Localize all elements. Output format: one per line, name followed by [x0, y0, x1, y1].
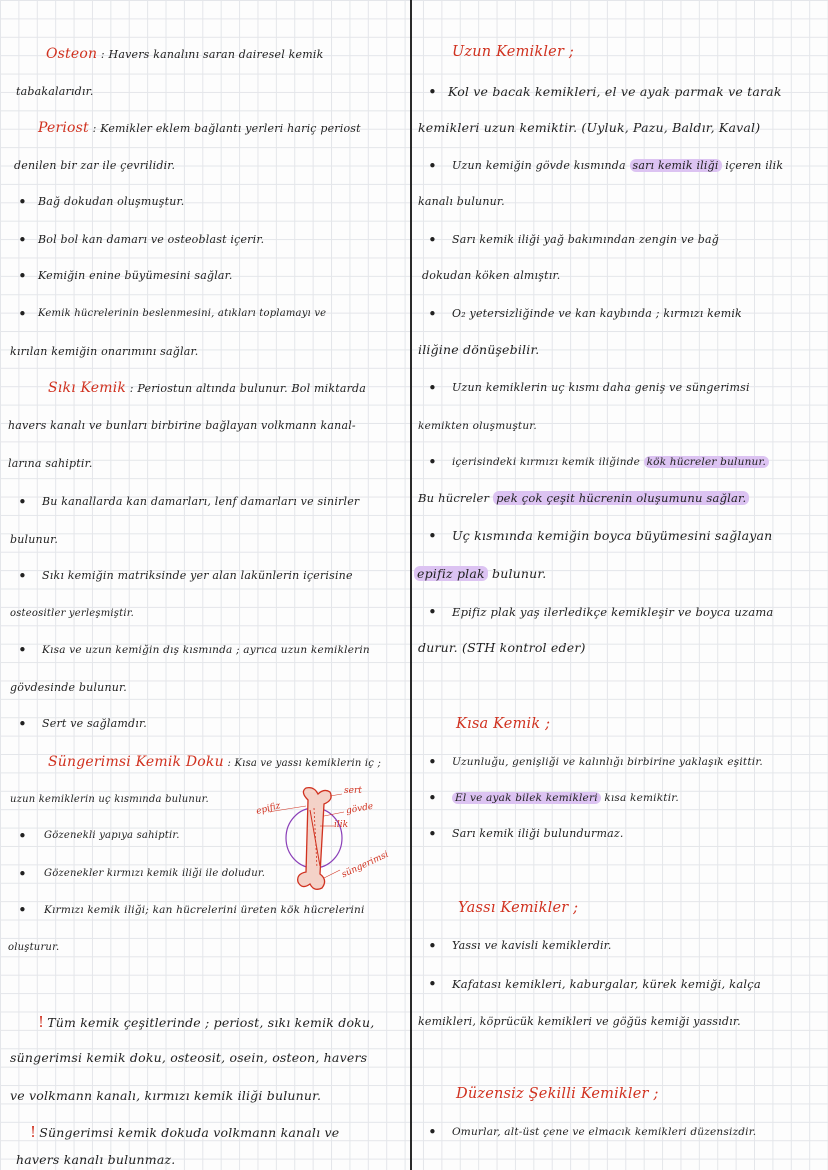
siki-item: Kısa ve uzun kemiğin dış kısmında ; ayrıca uzun kemiklerin — [42, 644, 370, 656]
uzun-cont: kemikleri uzun kemiktir. (Uyluk, Pazu, Baldır, Kaval) — [418, 120, 761, 135]
bullet: • — [428, 975, 437, 993]
kisa-item: Uzunluğu, genişliği ve kalınlığı birbirine yaklaşık eşittir. — [452, 756, 763, 768]
bullet: • — [18, 865, 27, 883]
yassi-item: Kafatası kemikleri, kaburgalar, kürek kemiği, kalça — [452, 977, 761, 991]
bullet: • — [18, 193, 27, 211]
siki-cont: bulunur. — [10, 533, 59, 546]
bullet: • — [18, 715, 27, 733]
osteon-definition — [46, 46, 323, 63]
sungerimsi-text: : Kısa ve yassı kemiklerin iç ; — [227, 758, 382, 769]
siki-item: Bu kanallarda kan damarları, lenf damarları ve sinirler — [42, 495, 360, 508]
sungerimsi-item: Kırmızı kemik iliği; kan hücrelerini üreten kök hücrelerini — [44, 904, 365, 916]
sungerimsi-term: Süngerimsi Kemik Doku — [48, 754, 224, 770]
bone-sketch — [255, 786, 391, 896]
uzun-cont — [418, 490, 749, 506]
uzun-cont: iliğine dönüşebilir. — [418, 342, 540, 357]
kisa-item: Sarı kemik iliği bulundurmaz. — [452, 827, 624, 840]
uzun-cont: durur. (STH kontrol eder) — [418, 640, 586, 655]
sungerimsi-cont: uzun kemiklerin uç kısmında bulunur. — [10, 794, 209, 805]
sketch-label-govde: gövde — [345, 801, 375, 817]
note-2-line: havers kanalı bulunmaz. — [16, 1152, 176, 1167]
bullet: • — [18, 641, 27, 659]
bullet: • — [428, 231, 437, 249]
bullet: • — [428, 157, 437, 175]
note-1-line — [38, 1014, 374, 1031]
highlight: sarı kemik iliği — [630, 159, 722, 172]
bullet: • — [18, 567, 27, 585]
periost-item: Kemiğin enine büyümesini sağlar. — [38, 269, 233, 282]
highlight: kök hücreler bulunur. — [644, 456, 770, 468]
note-1-line: ve volkmann kanalı, kırmızı kemik iliği bulunur. — [10, 1088, 322, 1103]
uzun-item: Uç kısmında kemiğin boyca büyümesini sağlayan — [452, 528, 773, 543]
kisa-item — [452, 790, 679, 806]
warning-icon: ! — [30, 1123, 37, 1141]
osteon-cont: tabakalarıdır. — [16, 85, 94, 98]
bullet: • — [428, 753, 437, 771]
sketch-label-ilik: ilik — [334, 820, 349, 830]
uzun-item-text: Uzun kemiğin gövde kısmında — [452, 159, 626, 172]
bullet: • — [428, 789, 437, 807]
bullet: • — [18, 267, 27, 285]
periost-item: Bol bol kan damarı ve osteoblast içerir. — [38, 233, 265, 246]
siki-item: Sıkı kemiğin matriksinde yer alan lakünlerin içerisine — [42, 569, 353, 582]
yassi-item: Yassı ve kavisli kemiklerdir. — [452, 939, 612, 952]
siki-kemik-cont: havers kanalı ve bunları birbirine bağlayan volkmann kanal- — [8, 419, 356, 432]
uzun-cont: kanalı bulunur. — [418, 195, 505, 208]
duzensiz-item: Omurlar, alt-üst çene ve elmacık kemikleri düzensizdir. — [452, 1126, 757, 1138]
siki-cont: osteositler yerleşmiştir. — [10, 608, 135, 619]
highlight: El ve ayak bilek kemikleri — [452, 792, 601, 804]
periost-item: Bağ dokudan oluşmuştur. — [38, 195, 185, 208]
kisa-kemik-title: Kısa Kemik ; — [456, 716, 551, 732]
periost-cont: denilen bir zar ile çevrilidir. — [14, 159, 176, 172]
sketch-label-sert: sert — [344, 786, 362, 796]
warning-icon: ! — [38, 1013, 45, 1031]
siki-kemik-term: Sıkı Kemik — [48, 380, 127, 396]
note-2-line — [30, 1124, 339, 1141]
uzun-kemikler-title: Uzun Kemikler ; — [452, 44, 574, 60]
uzun-item: Uzun kemiklerin uç kısmı daha geniş ve süngerimsi — [452, 381, 750, 394]
sungerimsi-item: Gözenekli yapıya sahiptir. — [44, 830, 180, 841]
note-2-text: Süngerimsi kemik dokuda volkmann kanalı ve — [39, 1125, 340, 1140]
bullet: • — [18, 827, 27, 845]
siki-kemik-definition — [48, 380, 366, 397]
page-divider — [410, 0, 412, 1170]
siki-item: Sert ve sağlamdır. — [42, 717, 147, 730]
bullet: • — [18, 493, 27, 511]
bullet: • — [428, 305, 437, 323]
uzun-item: Epifiz plak yaş ilerledikçe kemikleşir ve boyca uzama — [452, 605, 774, 619]
periost-item: Kemik hücrelerinin beslenmesini, atıkları toplamayı ve — [38, 308, 327, 319]
bullet: • — [428, 379, 437, 397]
bullet: • — [428, 603, 437, 621]
bullet: • — [428, 1123, 437, 1141]
siki-kemik-cont: larına sahiptir. — [8, 457, 93, 470]
uzun-cont: kemikten oluşmuştur. — [418, 420, 537, 432]
bullet: • — [428, 527, 437, 545]
uzun-item-text: Bu hücreler — [418, 491, 490, 505]
sketch-label-epifiz: epifiz — [255, 800, 282, 818]
bullet: • — [428, 825, 437, 843]
uzun-item: Sarı kemik iliği yağ bakımından zengin ve bağ — [452, 233, 719, 246]
yassi-kemikler-title: Yassı Kemikler ; — [458, 900, 579, 916]
kisa-item-text: kısa kemiktir. — [604, 792, 679, 804]
bullet: • — [18, 901, 27, 919]
uzun-cont: dokudan köken almıştır. — [422, 269, 561, 282]
sketch-label-sungerimsi: süngerimsi — [340, 849, 391, 881]
bullet: • — [428, 83, 437, 101]
uzun-item: Kol ve bacak kemikleri, el ve ayak parmak ve tarak — [448, 84, 782, 99]
note-1-text: Tüm kemik çeşitlerinde ; periost, sıkı kemik doku, — [47, 1015, 375, 1030]
uzun-item — [452, 454, 769, 470]
sungerimsi-cont-2: oluşturur. — [8, 942, 60, 953]
sungerimsi-definition — [48, 754, 381, 772]
uzun-item-text: içerisindeki kırmızı kemik iliğinde — [452, 456, 641, 468]
bullet: • — [428, 937, 437, 955]
siki-kemik-text: : Periostun altında bulunur. Bol miktarda — [129, 382, 367, 395]
note-1-line: süngerimsi kemik doku, osteosit, osein, osteon, havers — [10, 1050, 368, 1065]
uzun-item-text: bulunur. — [492, 566, 547, 581]
highlight: pek çok çeşit hücrenin oluşumunu sağlar. — [493, 491, 749, 505]
periost-text: : Kemikler eklem bağlantı yerleri hariç periost — [92, 122, 361, 135]
uzun-item: O₂ yetersizliğinde ve kan kaybında ; kırmızı kemik — [452, 307, 742, 320]
bullet: • — [428, 453, 437, 471]
osteon-text: : Havers kanalını saran dairesel kemik — [100, 48, 324, 61]
periost-definition — [38, 120, 361, 137]
highlight: epifiz plak — [414, 566, 488, 581]
sungerimsi-item: Gözenekler kırmızı kemik iliği ile doludur. — [44, 868, 266, 879]
bullet: • — [18, 231, 27, 249]
uzun-cont — [414, 566, 546, 582]
yassi-cont: kemikleri, köprücük kemikleri ve göğüs kemiği yassıdır. — [418, 1015, 741, 1028]
periost-term: Periost — [38, 120, 89, 136]
osteon-term: Osteon — [46, 46, 98, 62]
uzun-item — [452, 158, 783, 174]
duzensiz-kemikler-title: Düzensiz Şekilli Kemikler ; — [456, 1086, 659, 1102]
periost-cont-2: kırılan kemiğin onarımını sağlar. — [10, 345, 199, 358]
siki-cont: gövdesinde bulunur. — [10, 681, 127, 694]
bullet: • — [18, 305, 27, 323]
uzun-item-text: içeren ilik — [725, 159, 784, 172]
